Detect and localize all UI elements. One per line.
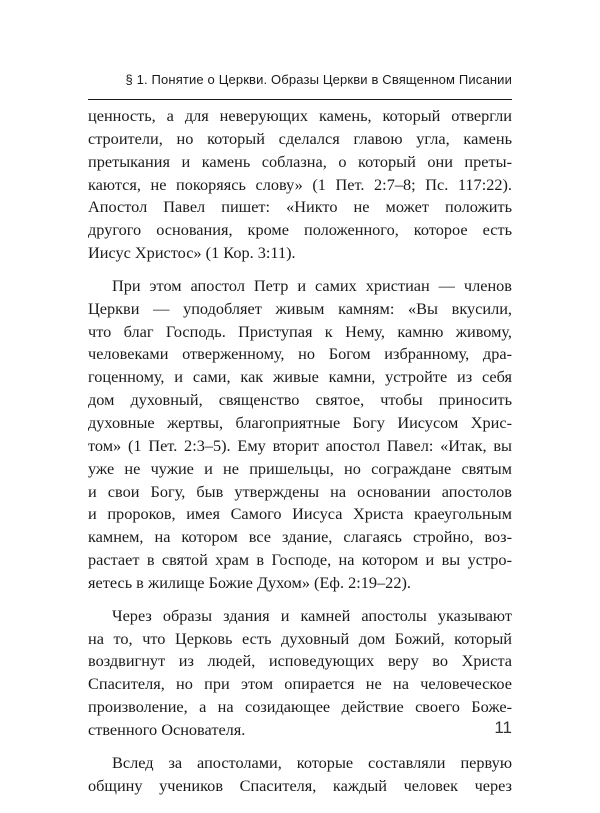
text-line: человеками отверженному, но Богом избранному, дра- [88, 344, 512, 364]
text-line: ценность, а для неверующих камень, который отвергли [88, 106, 512, 125]
text-line: общину учеников Спасителя, каждый человек через [88, 775, 512, 795]
text-line: и пророков, имея Самого Иисуса Христа краеугольным [88, 504, 512, 524]
running-header-title: § 1. Понятие о Церкви. Образы Церкви в Священном Писании [125, 72, 512, 87]
text-line: растает в святой храм в Господе, на котором и вы устро- [88, 550, 512, 570]
text-line: При этом апостол Петр и самих христиан — членов [112, 275, 512, 295]
text-line: на то, что Церковь есть духовный дом Божий, который [88, 628, 512, 648]
paragraph-3 [88, 605, 512, 742]
paragraph-2 [88, 275, 512, 595]
text-line: что благ Господь. Приступая к Нему, камню живому, [88, 321, 512, 341]
text-line: гоценному, и сами, как живые камни, устройте из себя [88, 367, 512, 387]
text-line: Вслед за апостолами, которые составляли первую [112, 752, 512, 772]
text-line: дом духовный, священство святое, чтобы приносить [88, 390, 512, 410]
text-line: претыкания и камень соблазна, о который они преты- [88, 151, 512, 171]
text-line: том» (1 Пет. 2:3–5). Ему вторит апостол Павел: «Итак, вы [88, 435, 512, 455]
text-line: яетесь в жилище Божие Духом» (Еф. 2:19–22). [88, 572, 411, 592]
page-number: 11 [494, 718, 512, 737]
text-line: Через образы здания и камней апостолы указывают [112, 605, 512, 625]
text-line: воздвигнут из людей, исповедующих веру во Христа [88, 651, 512, 671]
text-line: каются, не покоряясь слову» (1 Пет. 2:7–8; Пс. 117:22). [88, 174, 512, 194]
text-line: и свои Богу, быв утверждены на основании апостолов [88, 481, 512, 501]
paragraph-1 [88, 105, 512, 265]
text-line: ственного Основателя. [88, 719, 246, 739]
text-line: строители, но который сделался главою угла, камень [88, 128, 512, 148]
text-line: Спасителя, но при этом опирается не на человеческое [88, 674, 512, 694]
text-line: Церкви — уподобляет живым камням: «Вы вкусили, [88, 298, 512, 318]
paragraph-4 [88, 752, 512, 798]
running-header [88, 70, 512, 100]
text-line: Иисус Христос» (1 Кор. 3:11). [88, 243, 296, 263]
text-line: другого основания, кроме положенного, которое есть [88, 220, 512, 240]
text-line: произволение, а на созидающее действие своего Боже- [88, 697, 512, 717]
body-text [88, 105, 512, 797]
text-line: Апостол Павел пишет: «Никто не может положить [88, 197, 512, 217]
text-line: уже не чужие и не пришельцы, но сограждане святым [88, 458, 512, 478]
text-line: духовные жертвы, благоприятные Богу Иисусом Хрис- [88, 412, 512, 432]
text-line: камнем, на котором все здание, слагаясь стройно, воз- [88, 527, 512, 547]
